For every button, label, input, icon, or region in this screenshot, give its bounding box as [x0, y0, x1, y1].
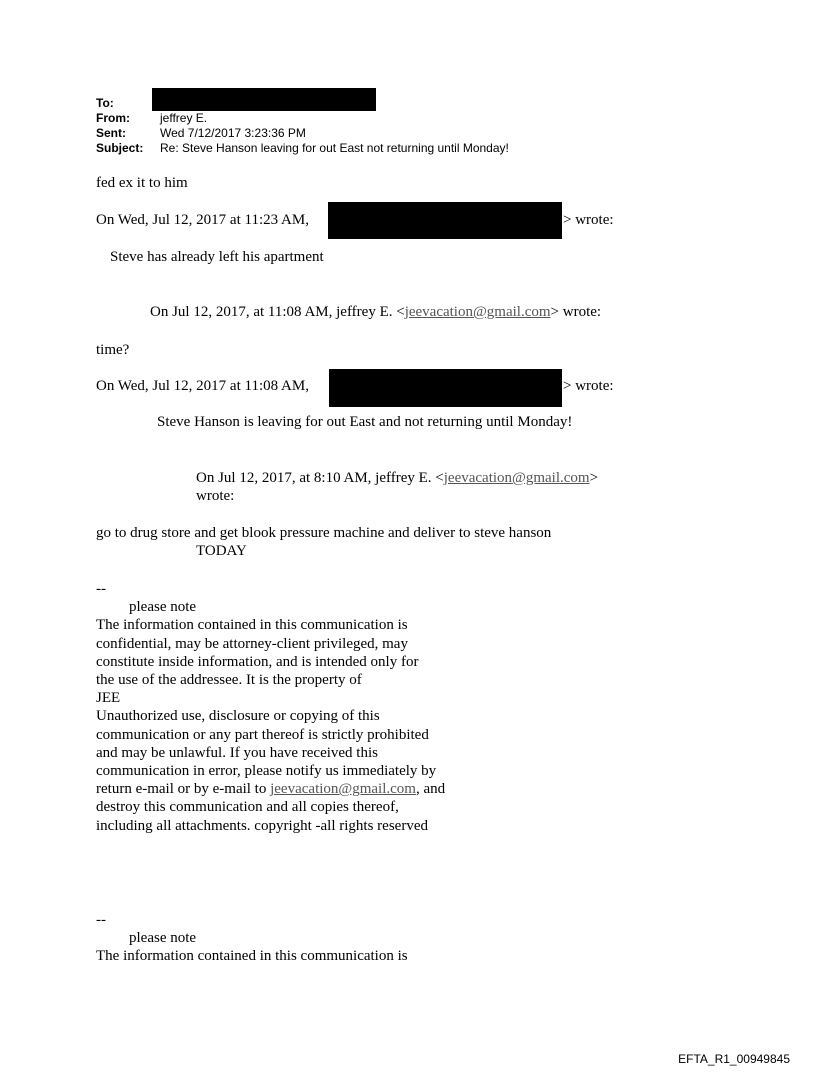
quote-header-2-suffix: > wrote:	[550, 304, 602, 320]
email-link[interactable]: jeevacation@gmail.com	[443, 470, 590, 486]
quote-header-4-suffix: >	[589, 470, 599, 486]
disclaimer-line: confidential, may be attorney-client privileged, may	[96, 635, 408, 652]
sent-value: Wed 7/12/2017 3:23:36 PM	[160, 126, 306, 140]
quote-header-1-suffix: > wrote:	[563, 212, 614, 228]
subject-value: Re: Steve Hanson leaving for out East not returning until Monday!	[160, 141, 509, 155]
disclaimer	[96, 580, 445, 835]
disclaimer-line: the use of the addressee. It is the property of	[96, 672, 362, 689]
signature-separator: --	[96, 912, 106, 928]
disclaimer-line: The information contained in this communication is	[96, 617, 408, 634]
disclaimer-line: and may be unlawful. If you have received this	[96, 744, 378, 761]
quote-header-2-prefix: On Jul 12, 2017, at 11:08 AM, jeffrey E. <	[150, 304, 405, 320]
disclaimer-line-suffix: , and	[415, 781, 446, 798]
quote-header-4-wrote: wrote:	[196, 488, 235, 504]
sender-redaction-2	[329, 369, 562, 407]
disclaimer-line: communication or any part thereof is strictly prohibited	[96, 726, 429, 743]
email-link[interactable]: jeevacation@gmail.com	[270, 781, 416, 798]
reply-steve-left: Steve has already left his apartment	[110, 249, 324, 265]
quote-header-4-prefix: On Jul 12, 2017, at 8:10 AM, jeffrey E. <	[196, 470, 444, 486]
disclaimer-repeat	[96, 911, 408, 966]
original-message-line-1: go to drug store and get blook pressure machine and deliver to steve hanson	[96, 525, 552, 541]
quote-header-4	[196, 469, 598, 487]
quote-header-2	[150, 303, 601, 321]
disclaimer-line: destroy this communication and all copies thereof,	[96, 799, 399, 816]
quote-header-3-prefix: On Wed, Jul 12, 2017 at 11:08 AM,	[96, 378, 309, 394]
original-message-line-2: TODAY	[196, 543, 247, 559]
reply-fedex: fed ex it to him	[96, 175, 188, 191]
signature-separator: --	[96, 581, 106, 597]
quote-header-3-suffix: > wrote:	[563, 378, 614, 394]
disclaimer-line	[96, 780, 445, 798]
disclaimer-line: Unauthorized use, disclosure or copying of this	[96, 708, 380, 725]
email-link[interactable]: jeevacation@gmail.com	[404, 304, 551, 320]
reply-time: time?	[96, 342, 130, 358]
from-value: jeffrey E.	[160, 111, 208, 125]
to-redaction	[152, 88, 376, 111]
disclaimer-line: The information contained in this communication is	[96, 948, 408, 965]
disclaimer-line: constitute inside information, and is intended only for	[96, 653, 419, 670]
quote-header-1-prefix: On Wed, Jul 12, 2017 at 11:23 AM,	[96, 212, 309, 228]
disclaimer-note: please note	[129, 599, 197, 616]
disclaimer-note: please note	[129, 930, 197, 947]
reply-steve-leaving: Steve Hanson is leaving for out East and not returning until Monday!	[157, 414, 573, 430]
sender-redaction-1	[328, 202, 562, 239]
disclaimer-line: JEE	[96, 690, 121, 707]
to-label: To:	[96, 96, 114, 110]
disclaimer-line: communication in error, please notify us immediately by	[96, 763, 437, 780]
subject-label: Subject:	[96, 141, 144, 155]
from-label: From:	[96, 111, 130, 125]
document-id: EFTA_R1_00949845	[678, 1052, 790, 1066]
disclaimer-line-prefix: return e-mail or by e-mail to	[96, 781, 271, 798]
disclaimer-line: including all attachments. copyright -all rights reserved	[96, 817, 428, 834]
sent-label: Sent:	[96, 126, 126, 140]
